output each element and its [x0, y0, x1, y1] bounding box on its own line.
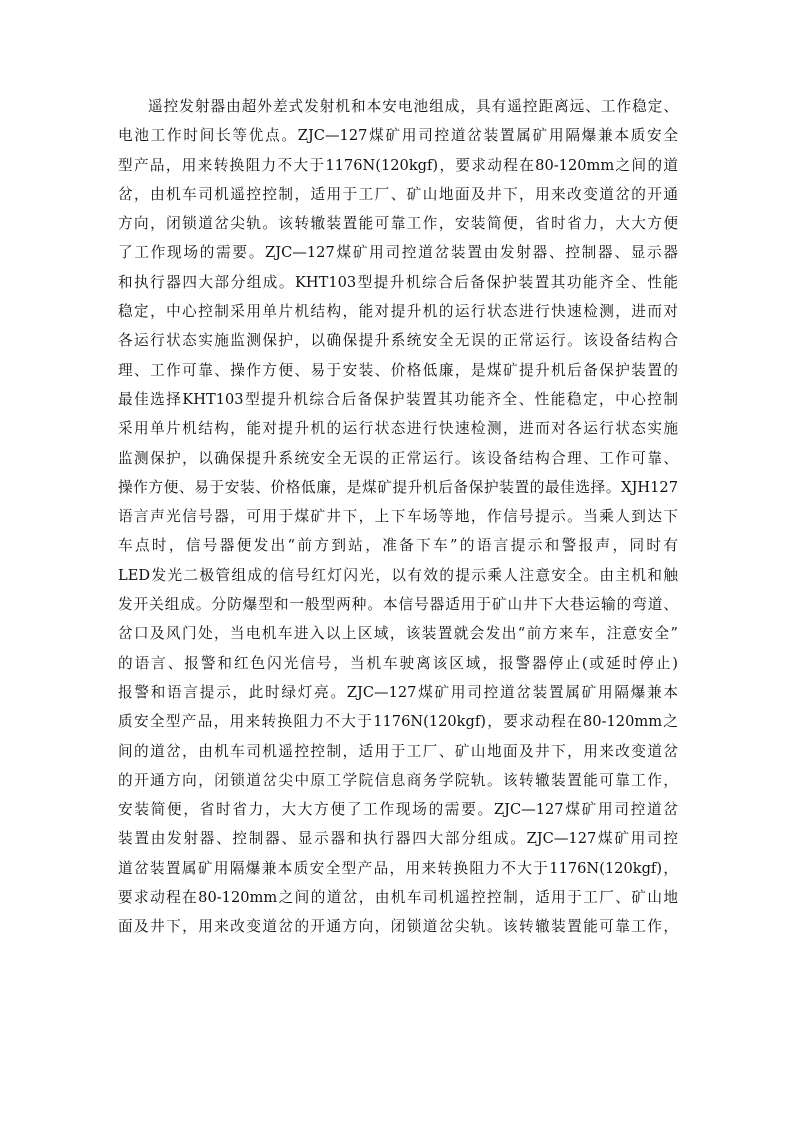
text-line: 监测保护，以确保提升系统安全无误的正常运行。该设备结构合理、工作可靠、 — [118, 449, 678, 467]
text-line: 各运行状态实施监测保护，以确保提升系统安全无误的正常运行。该设备结构合 — [118, 332, 678, 350]
text-line: 的语言、报警和红色闪光信号，当机车驶离该区域，报警器停止(或延时停止) — [118, 654, 678, 672]
text-line: 安装简便，省时省力，大大方便了工作现场的需要。ZJC—127煤矿用司控道岔 — [118, 801, 678, 819]
text-line: 装置由发射器、控制器、显示器和执行器四大部分组成。ZJC—127煤矿用司控 — [118, 830, 678, 848]
text-line: 最佳选择KHT103型提升机综合后备保护装置其功能齐全、性能稳定，中心控制 — [118, 390, 678, 408]
text-line: 车点时，信号器便发出“前方到站，准备下车”的语言提示和警报声，同时有 — [118, 537, 678, 555]
text-line: 方向，闭锁道岔尖轨。该转辙装置能可靠工作，安装简便，省时省力，大大方便 — [118, 215, 678, 233]
text-line: 和执行器四大部分组成。KHT103型提升机综合后备保护装置其功能齐全、性能 — [118, 273, 678, 291]
text-line: 电池工作时间长等优点。ZJC—127煤矿用司控道岔装置属矿用隔爆兼本质安全 — [118, 127, 678, 145]
text-line: 面及井下，用来改变道岔的开通方向，闭锁道岔尖轨。该转辙装置能可靠工作， — [118, 918, 678, 936]
text-line: 岔，由机车司机遥控控制，适用于工厂、矿山地面及井下，用来改变道岔的开通 — [118, 185, 678, 203]
body-paragraph — [118, 92, 678, 942]
text-line: 报警和语言提示，此时绿灯亮。ZJC—127煤矿用司控道岔装置属矿用隔爆兼本 — [118, 683, 678, 701]
text-line: 了工作现场的需要。ZJC—127煤矿用司控道岔装置由发射器、控制器、显示器 — [118, 244, 678, 262]
text-line: 的开通方向，闭锁道岔尖中原工学院信息商务学院轨。该转辙装置能可靠工作， — [118, 771, 678, 789]
text-line: 岔口及风门处，当电机车进入以上区域，该装置就会发出“前方来车，注意安全” — [118, 625, 678, 643]
text-line: 操作方便、易于安装、价格低廉，是煤矿提升机后备保护装置的最佳选择。XJH127 — [118, 478, 678, 496]
text-line: 语言声光信号器，可用于煤矿井下，上下车场等地，作信号提示。当乘人到达下 — [118, 508, 678, 526]
text-line: 间的道岔，由机车司机遥控控制，适用于工厂、矿山地面及井下，用来改变道岔 — [118, 742, 678, 760]
text-line: 型产品，用来转换阻力不大于1176N(120kgf)，要求动程在80-120mm之间的道 — [118, 156, 678, 174]
text-line: 采用单片机结构，能对提升机的运行状态进行快速检测，进而对各运行状态实施 — [118, 420, 678, 438]
text-line: 道岔装置属矿用隔爆兼本质安全型产品，用来转换阻力不大于1176N(120kgf)， — [118, 859, 678, 877]
text-line: 理、工作可靠、操作方便、易于安装、价格低廉，是煤矿提升机后备保护装置的 — [118, 361, 678, 379]
text-line: LED发光二极管组成的信号红灯闪光，以有效的提示乘人注意安全。由主机和触 — [118, 566, 678, 584]
text-line: 遥控发射器由超外差式发射机和本安电池组成，具有遥控距离远、工作稳定、 — [148, 98, 678, 115]
text-line: 稳定，中心控制采用单片机结构，能对提升机的运行状态进行快速检测，进而对 — [118, 303, 678, 321]
text-line: 质安全型产品，用来转换阻力不大于1176N(120kgf)，要求动程在80-120mm之 — [118, 713, 678, 731]
text-line: 发开关组成。分防爆型和一般型两种。本信号器适用于矿山井下大巷运输的弯道、 — [118, 596, 678, 614]
text-line: 要求动程在80-120mm之间的道岔，由机车司机遥控控制，适用于工厂、矿山地 — [118, 889, 678, 907]
